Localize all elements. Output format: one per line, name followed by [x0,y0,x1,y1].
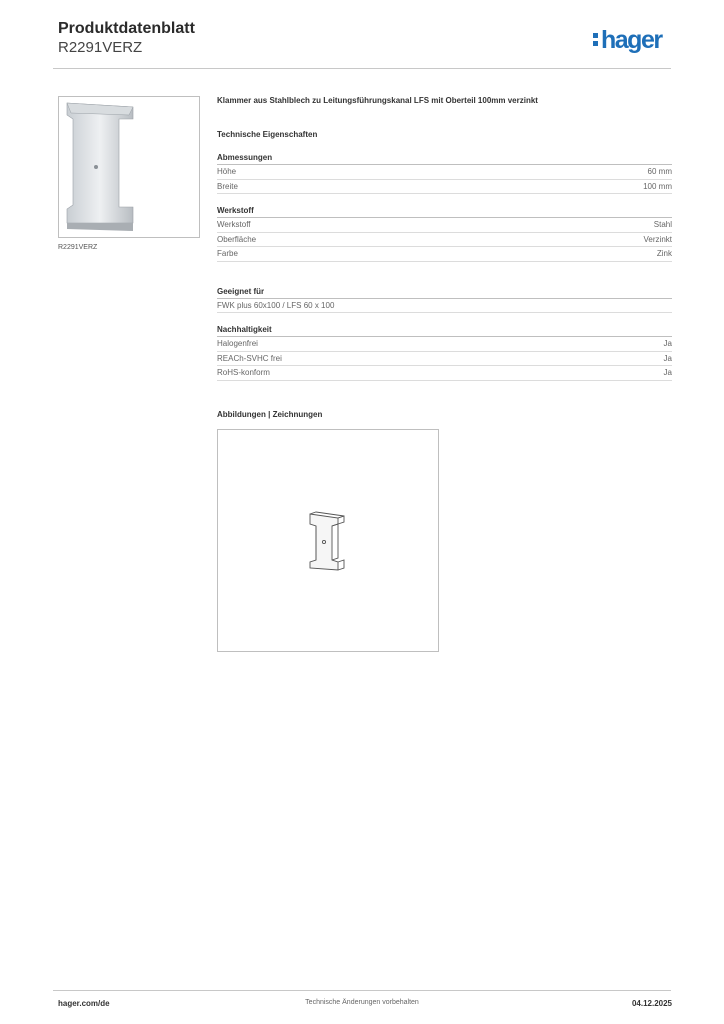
section-title: Werkstoff [217,206,672,218]
table-row [217,247,672,262]
section-title: Abmessungen [217,153,672,165]
table-row [217,180,672,195]
section-dimensions [217,153,672,194]
row-label: REACh-SVHC frei [217,353,282,363]
logo-text: hager [601,26,662,54]
section-material [217,206,672,262]
clip-drawing-icon [218,430,438,651]
product-image [58,96,200,238]
row-value: Ja [663,339,672,348]
row-value: Stahl [653,220,672,229]
table-row [217,165,672,180]
product-description: Klammer aus Stahlblech zu Leitungsführungskanal LFS mit Oberteil 100mm verzinkt [217,96,538,105]
section-title: Geeignet für [217,287,672,299]
drawing-image [217,429,439,652]
header-divider [53,68,671,69]
table-row [217,337,672,352]
row-value: 60 mm [647,167,672,176]
table-row [217,218,672,233]
row-value: Verzinkt [643,234,672,244]
row-value: Ja [663,368,672,377]
row-label: Oberfläche [217,234,257,244]
main-content [217,96,672,381]
row-value: 100 mm [643,181,672,191]
section-suitable-for [217,287,672,314]
table-row [217,299,672,314]
footer-divider [53,990,671,991]
footer-website-link[interactable]: hager.com/de [58,999,110,1008]
row-value: Ja [663,353,672,363]
section-title: Nachhaltigkeit [217,325,672,337]
row-label: Halogenfrei [217,339,258,348]
row-label: FWK plus 60x100 / LFS 60 x 100 [217,300,335,310]
footer-date: 04.12.2025 [631,999,672,1008]
clip-photo-icon [59,97,199,237]
row-label: Breite [217,181,238,191]
drawings-heading: Abbildungen | Zeichnungen [217,410,323,419]
table-row [217,352,672,367]
logo-dots-icon [593,31,599,47]
product-code: R2291VERZ [58,39,143,56]
product-image-caption: R2291VERZ [58,244,98,251]
row-label: Farbe [217,249,238,258]
table-row [217,233,672,248]
row-label: Werkstoff [217,220,251,229]
hager-logo [593,28,662,53]
tech-properties-heading: Technische Eigenschaften [217,130,318,139]
row-value: Zink [656,249,672,258]
row-label: Höhe [217,167,237,176]
section-sustainability [217,325,672,381]
footer-notice: Technische Änderungen vorbehalten [305,999,419,1006]
row-label: RoHS-konform [217,368,270,377]
table-row [217,366,672,381]
page-title: Produktdatenblatt [58,20,195,37]
